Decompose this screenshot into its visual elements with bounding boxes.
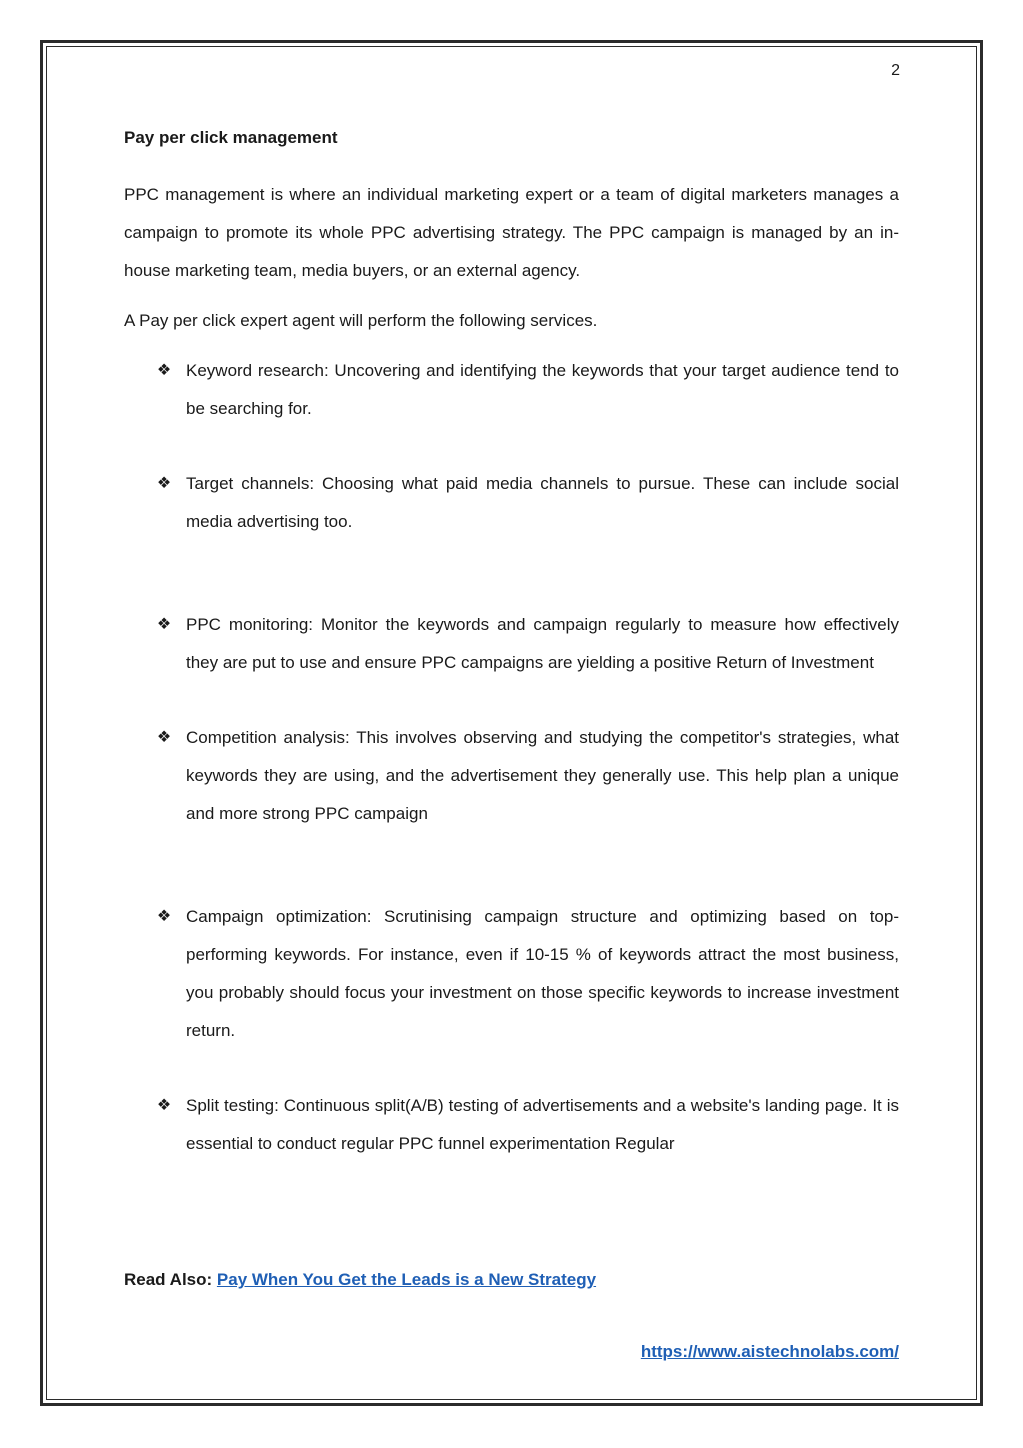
diamond-bullet-icon: ❖ xyxy=(156,362,172,379)
list-item-text: Keyword research: Uncovering and identifying the keywords that your target audience tend to be searching for. xyxy=(186,361,899,418)
list-item-text: Competition analysis: This involves observing and studying the competitor's strategies, what keywords they are using, and the advertisement they generally use. This help plan a unique and more strong PPC campaign xyxy=(186,728,899,823)
services-list xyxy=(124,352,899,1163)
list-item-text: Target channels: Choosing what paid media channels to pursue. These can include social media advertising too. xyxy=(186,474,899,531)
list-item xyxy=(124,606,899,682)
website-link[interactable]: https://www.aistechnolabs.com/ xyxy=(640,1342,899,1361)
section-heading: Pay per click management xyxy=(124,128,338,147)
read-also-label: Read Also: xyxy=(124,1270,213,1289)
list-item xyxy=(124,898,899,1050)
services-intro-paragraph: A Pay per click expert agent will perform the following services. xyxy=(124,311,598,330)
list-item xyxy=(124,465,899,541)
list-item-text: Campaign optimization: Scrutinising campaign structure and optimizing based on top-performing keywords. For instance, even if 10-15 % of keywords attract the most business, you probably should focus your investment on those specific keywords to increase investment return. xyxy=(186,907,899,1040)
read-also xyxy=(124,1266,596,1294)
diamond-bullet-icon: ❖ xyxy=(156,729,172,746)
list-item-text: Split testing: Continuous split(A/B) testing of advertisements and a website's landing page. It is essential to conduct regular PPC funnel experimentation Regular xyxy=(186,1096,899,1153)
list-item xyxy=(124,1087,899,1163)
diamond-bullet-icon: ❖ xyxy=(156,1097,172,1114)
list-item-text: PPC monitoring: Monitor the keywords and campaign regularly to measure how effectively they are put to use and ensure PPC campaigns are yielding a positive Return of Investment xyxy=(186,615,899,672)
page-number: 2 xyxy=(891,62,900,79)
list-item xyxy=(124,352,899,428)
diamond-bullet-icon: ❖ xyxy=(156,475,172,492)
read-also-link[interactable]: Pay When You Get the Leads is a New Strategy xyxy=(216,1270,597,1289)
intro-paragraph: PPC management is where an individual marketing expert or a team of digital marketers manages a campaign to promote its whole PPC advertising strategy. The PPC campaign is managed by an in-house marketing team, media buyers, or an external agency. xyxy=(124,185,899,280)
diamond-bullet-icon: ❖ xyxy=(156,616,172,633)
document-body xyxy=(124,124,899,1163)
diamond-bullet-icon: ❖ xyxy=(156,908,172,925)
list-item xyxy=(124,719,899,833)
